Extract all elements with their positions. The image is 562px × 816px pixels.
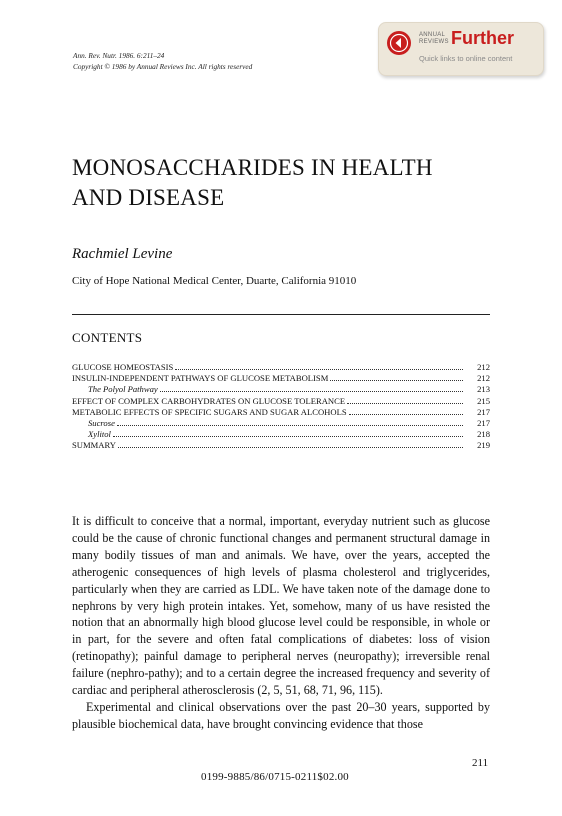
toc-leader-dots (118, 447, 463, 448)
toc-entry-page: 217 (477, 406, 490, 417)
toc-subentry[interactable] (72, 418, 490, 429)
toc-entry-label: GLUCOSE HOMEOSTASIS (72, 362, 174, 372)
toc-entry-label: The Polyol Pathway (88, 384, 158, 395)
contents-heading: CONTENTS (72, 330, 143, 345)
toc-entry-page: 213 (477, 384, 490, 395)
toc-leader-dots (330, 380, 463, 381)
divider-rule (72, 314, 490, 315)
article-body (72, 513, 490, 733)
toc-entry-label: EFFECT OF COMPLEX CARBOHYDRATES ON GLUCOSE TOLERANCE (72, 395, 346, 406)
toc-leader-dots (347, 403, 463, 404)
toc-leader-dots (349, 414, 463, 415)
footer-code: 0199-9885/86/0715-0211$02.00 (201, 771, 349, 783)
author-affiliation: City of Hope National Medical Center, Duarte, California 91010 (72, 275, 357, 287)
toc-entry-page: 212 (477, 362, 490, 372)
toc-leader-dots (160, 391, 463, 392)
chevron-left-icon (387, 31, 411, 55)
toc-entry-page: 215 (477, 395, 490, 406)
title-line-2: AND DISEASE (72, 185, 225, 210)
toc-entry[interactable] (72, 373, 490, 384)
toc-entry-label: Xylitol (88, 429, 111, 440)
toc-entry-label: INSULIN-INDEPENDENT PATHWAYS OF GLUCOSE METABOLISM (72, 373, 329, 384)
toc-entry[interactable] (72, 440, 490, 451)
toc-entry[interactable] (72, 407, 490, 418)
toc-leader-dots (117, 425, 463, 426)
further-subtext: Quick links to online content (419, 54, 513, 63)
body-paragraph-2: Experimental and clinical observations over the past 20–30 years, supported by plausible biochemical data, have brought convincing evidence that those (72, 699, 490, 731)
toc-entry-label: SUMMARY (72, 440, 116, 451)
toc-leader-dots (113, 436, 463, 437)
toc-subentry[interactable] (72, 429, 490, 440)
toc-entry-label: Sucrose (88, 417, 115, 428)
citation-line-2: Copyright © 1986 by Annual Reviews Inc. All rights reserved (73, 62, 253, 71)
body-paragraph-1: It is difficult to conceive that a normal, important, everyday nutrient such as glucose could be the cause of chronic functional changes and permanent structural damage in many bodily tissues of man and animals. We have, over the years, accepted the atherogenic consequences of high levels of plasma cholesterol and triglycerides, particularly when they are carried as LDL. We have taken note of the damage done to nephrons by very high protein intakes. Yet, somehow, many of us have resisted the notion that an abnormally high blood glucose level could be responsible, in whole or in part, for the severe and often fatal complications of diabetes: loss of vision (retinopathy); painful damage to peripheral nerves (neuropathy); irreversible renal failure (nephro-pathy); and to a certain degree the increased frequency and severity of cardiac and peripheral atherosclerosis (2, 5, 51, 68, 71, 96, 115). (72, 514, 490, 698)
toc-entry-page: 219 (477, 440, 490, 451)
toc-entry-page: 217 (477, 417, 490, 428)
citation-line-1: Ann. Rev. Nutr. 1986. 6:211–24 (73, 51, 165, 60)
toc-entry-label: METABOLIC EFFECTS OF SPECIFIC SUGARS AND SUGAR ALCOHOLS (72, 406, 347, 417)
further-word: Further (451, 28, 514, 48)
table-of-contents (72, 362, 490, 452)
title-line-1: MONOSACCHARIDES IN HEALTH (72, 155, 433, 180)
toc-leader-dots (175, 369, 463, 370)
toc-entry-page: 218 (477, 429, 490, 440)
author-name: Rachmiel Levine (72, 246, 173, 262)
annual-reviews-logo-text: ANNUAL REVIEWS (419, 32, 449, 45)
page-number: 211 (472, 757, 489, 769)
article-title (72, 153, 433, 213)
annual-reviews-further-badge[interactable] (378, 22, 544, 76)
journal-citation (73, 50, 252, 72)
toc-entry[interactable] (72, 396, 490, 407)
toc-entry-page: 212 (477, 373, 490, 384)
toc-entry[interactable] (72, 362, 490, 373)
toc-subentry[interactable] (72, 384, 490, 395)
